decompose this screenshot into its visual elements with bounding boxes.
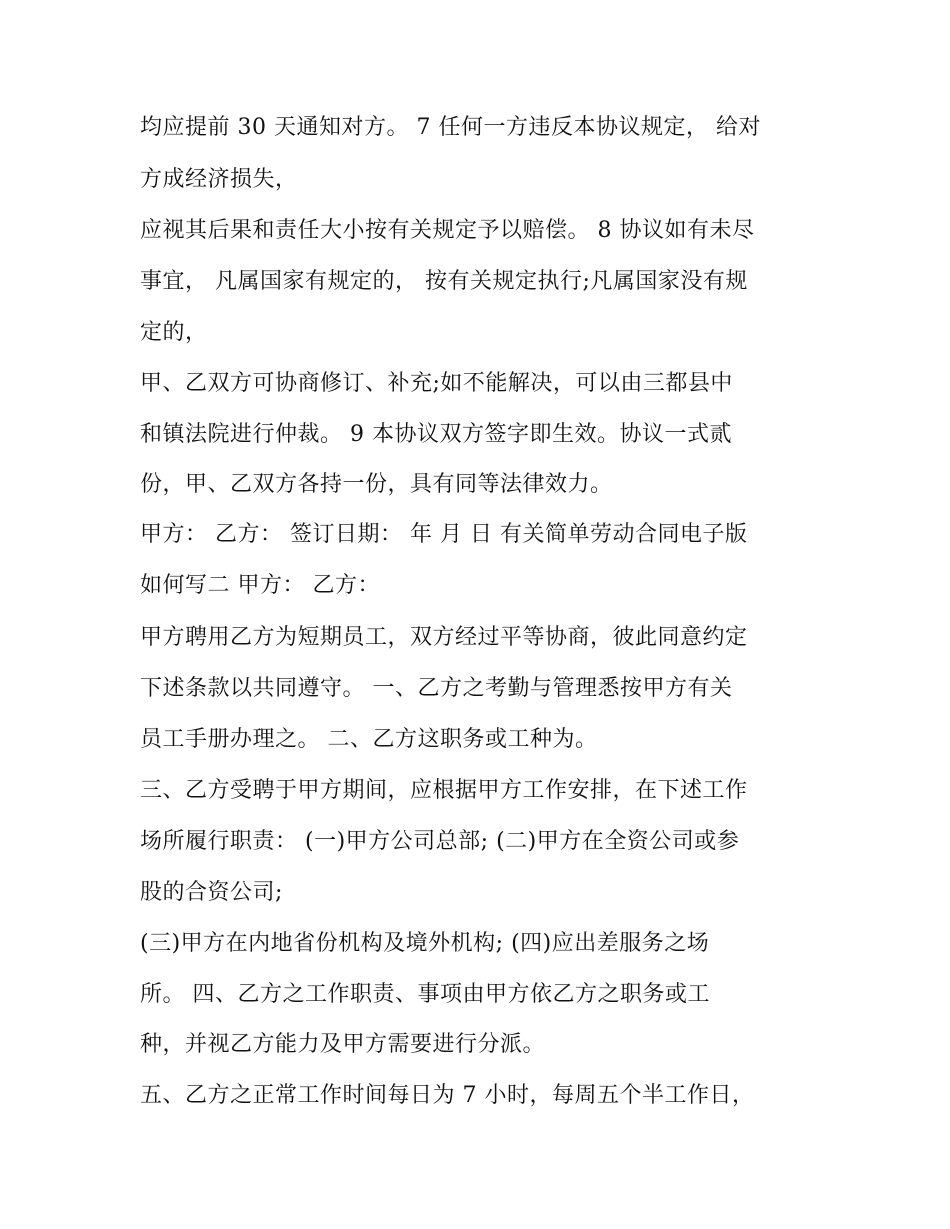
text-line: 种，并视乙方能力及甲方需要进行分派。: [140, 1032, 546, 1057]
text-line: 和镇法院进行仲裁。 9 本协议双方签字即生效。协议一式贰: [140, 422, 732, 447]
text-line: 均应提前 30 天通知对方。 7 任何一方违反本协议规定， 给对: [140, 115, 761, 140]
text-line: 份，甲、乙双方各持一份，具有同等法律效力。: [140, 472, 613, 497]
text-line: 场所履行职责： (一)甲方公司总部; (二)甲方在全资公司或参: [140, 829, 740, 854]
text-line: 甲方： 乙方： 签订日期： 年 月 日 有关简单劳动合同电子版: [140, 522, 748, 547]
text-line: 所。 四、乙方之工作职责、事项由甲方依乙方之职务或工: [140, 982, 710, 1007]
text-line: 三、乙方受聘于甲方期间，应根据甲方工作安排，在下述工作: [140, 778, 748, 803]
text-line: 甲、乙双方可协商修订、补充;如不能解决，可以由三都县中: [140, 371, 733, 396]
text-line: 下述条款以共同遵守。 一、乙方之考勤与管理悉按甲方有关: [140, 676, 733, 701]
text-line: 事宜， 凡属国家有规定的， 按有关规定执行;凡属国家没有规: [140, 269, 748, 294]
text-line: (三)甲方在内地省份机构及境外机构; (四)应出差服务之场: [140, 931, 710, 956]
text-line: 方成经济损失，: [140, 167, 298, 192]
text-line: 定的，: [140, 320, 208, 345]
text-line: 五、乙方之正常工作时间每日为 7 小时，每周五个半工作日，: [140, 1083, 755, 1108]
text-line: 应视其后果和责任大小按有关规定予以赔偿。 8 协议如有未尽: [140, 218, 755, 243]
text-line: 如何写二 甲方： 乙方：: [140, 573, 380, 598]
text-line: 员工手册办理之。 二、乙方这职务或工种为。: [140, 727, 598, 752]
text-line: 股的合资公司;: [140, 880, 283, 905]
text-line: 甲方聘用乙方为短期员工，双方经过平等协商，彼此同意约定: [140, 625, 748, 650]
